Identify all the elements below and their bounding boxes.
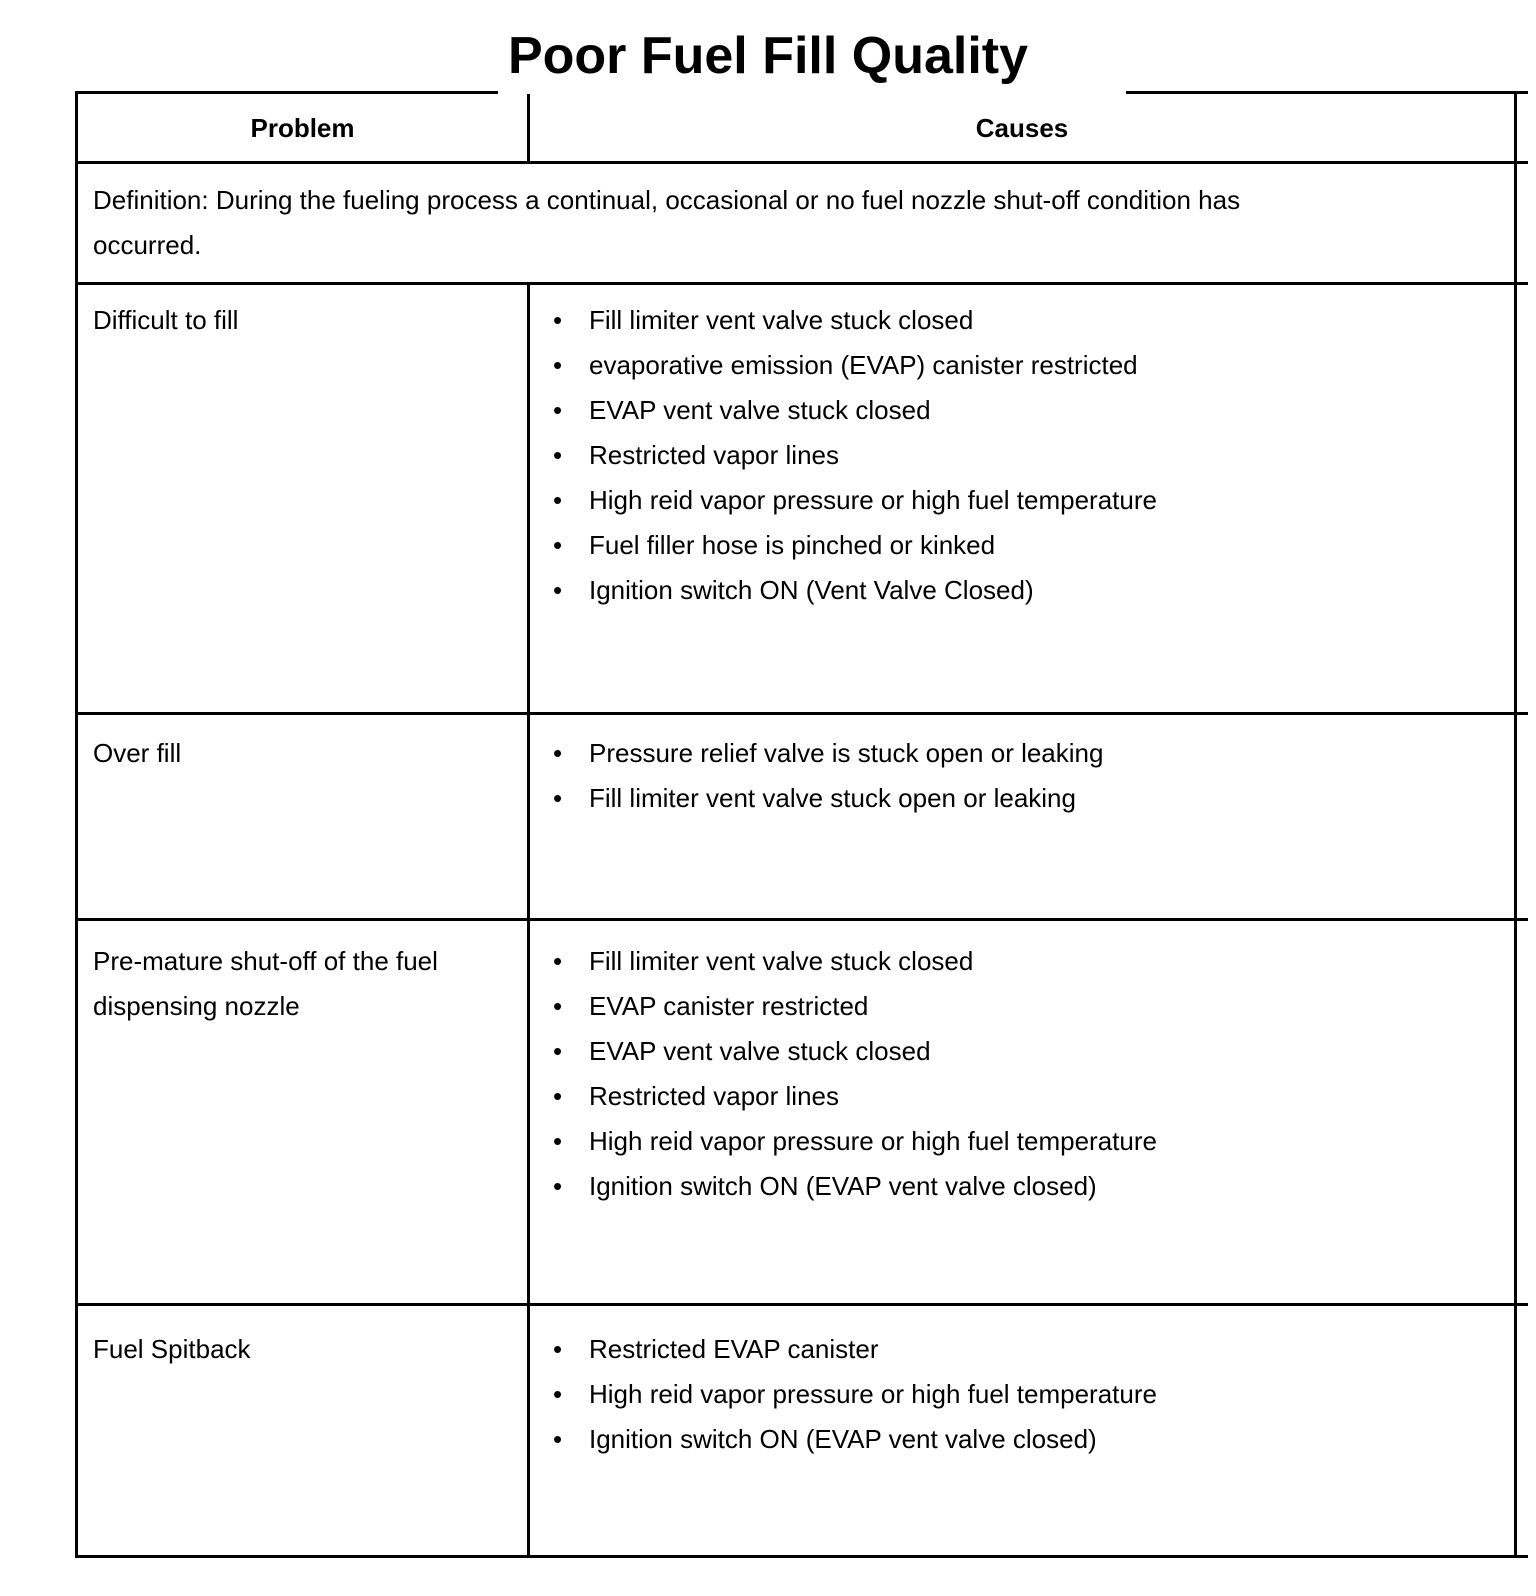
- bullet: •: [553, 1171, 563, 1201]
- list-item: [553, 298, 1157, 343]
- list-item: [553, 731, 1103, 776]
- list-item: [553, 1074, 1157, 1119]
- list-item: [553, 1327, 1157, 1372]
- causes-list-over-fill: [553, 731, 1103, 821]
- cause-text: High reid vapor pressure or high fuel temperature: [589, 1126, 1157, 1156]
- problem-difficult-to-fill: Difficult to fill: [93, 305, 239, 335]
- cause-text: Ignition switch ON (EVAP vent valve closed): [589, 1171, 1097, 1201]
- problem-premature-shutoff-line-2: dispensing nozzle: [93, 991, 300, 1021]
- bullet: •: [553, 1036, 563, 1066]
- list-item: [553, 776, 1103, 821]
- bullet: •: [553, 305, 563, 335]
- list-item: [553, 478, 1157, 523]
- definition-line-2: occurred.: [93, 230, 202, 260]
- bullet: •: [553, 946, 563, 976]
- cause-text: Ignition switch ON (Vent Valve Closed): [589, 575, 1034, 605]
- table-bottom-border: [76, 1555, 1528, 1558]
- header-bottom-border: [76, 161, 1528, 164]
- bullet: •: [553, 485, 563, 515]
- cause-text: High reid vapor pressure or high fuel temperature: [589, 1379, 1157, 1409]
- page-title: Poor Fuel Fill Quality: [507, 27, 1029, 85]
- row-1-bottom-border: [76, 712, 1528, 715]
- definition-bottom-border: [76, 282, 1528, 285]
- cause-text: Restricted vapor lines: [589, 440, 839, 470]
- bullet: •: [553, 1126, 563, 1156]
- list-item: [553, 1417, 1157, 1462]
- causes-list-fuel-spitback: [553, 1327, 1157, 1462]
- cause-text: Fill limiter vent valve stuck open or leaking: [589, 783, 1076, 813]
- cause-text: Fill limiter vent valve stuck closed: [589, 305, 974, 335]
- cause-text: EVAP canister restricted: [589, 991, 869, 1021]
- cause-text: Pressure relief valve is stuck open or leaking: [589, 738, 1104, 768]
- bullet: •: [553, 1379, 563, 1409]
- row-2-bottom-border: [76, 918, 1528, 921]
- bullet: •: [553, 991, 563, 1021]
- bullet: •: [553, 575, 563, 605]
- header-causes: Causes: [975, 113, 1069, 143]
- list-item: [553, 433, 1157, 478]
- definition-line-1: Definition: During the fueling process a continual, occasional or no fuel nozzle shut-off condition has: [93, 185, 1241, 215]
- bullet: •: [553, 395, 563, 425]
- cause-text: EVAP vent valve stuck closed: [589, 395, 931, 425]
- column-divider-body: [527, 282, 530, 1558]
- cause-text: Fuel filler hose is pinched or kinked: [589, 530, 996, 560]
- causes-list-difficult-to-fill: [553, 298, 1157, 613]
- list-item: [553, 568, 1157, 613]
- list-item: [553, 523, 1157, 568]
- list-item: [553, 939, 1157, 984]
- problem-over-fill: Over fill: [93, 738, 182, 768]
- list-item: [553, 1119, 1157, 1164]
- header-problem: Problem: [250, 113, 355, 143]
- list-item: [553, 388, 1157, 433]
- causes-list-premature-shutoff: [553, 939, 1157, 1209]
- table-right-border: [1514, 91, 1517, 1558]
- cause-text: High reid vapor pressure or high fuel temperature: [589, 485, 1157, 515]
- list-item: [553, 984, 1157, 1029]
- problem-fuel-spitback: Fuel Spitback: [93, 1334, 251, 1364]
- bullet: •: [553, 1081, 563, 1111]
- cause-text: Ignition switch ON (EVAP vent valve closed): [589, 1424, 1097, 1454]
- list-item: [553, 343, 1157, 388]
- cause-text: Fill limiter vent valve stuck closed: [589, 946, 974, 976]
- cause-text: EVAP vent valve stuck closed: [589, 1036, 931, 1066]
- bullet: •: [553, 1334, 563, 1364]
- bullet: •: [553, 440, 563, 470]
- list-item: [553, 1029, 1157, 1074]
- bullet: •: [553, 530, 563, 560]
- cause-text: evaporative emission (EVAP) canister restricted: [589, 350, 1138, 380]
- bullet: •: [553, 783, 563, 813]
- list-item: [553, 1372, 1157, 1417]
- bullet: •: [553, 1424, 563, 1454]
- cause-text: Restricted EVAP canister: [589, 1334, 879, 1364]
- row-3-bottom-border: [76, 1303, 1528, 1306]
- table-left-border: [75, 91, 78, 1558]
- list-item: [553, 1164, 1157, 1209]
- bullet: •: [553, 738, 563, 768]
- problem-premature-shutoff-line-1: Pre-mature shut-off of the fuel: [93, 946, 438, 976]
- cause-text: Restricted vapor lines: [589, 1081, 839, 1111]
- bullet: •: [553, 350, 563, 380]
